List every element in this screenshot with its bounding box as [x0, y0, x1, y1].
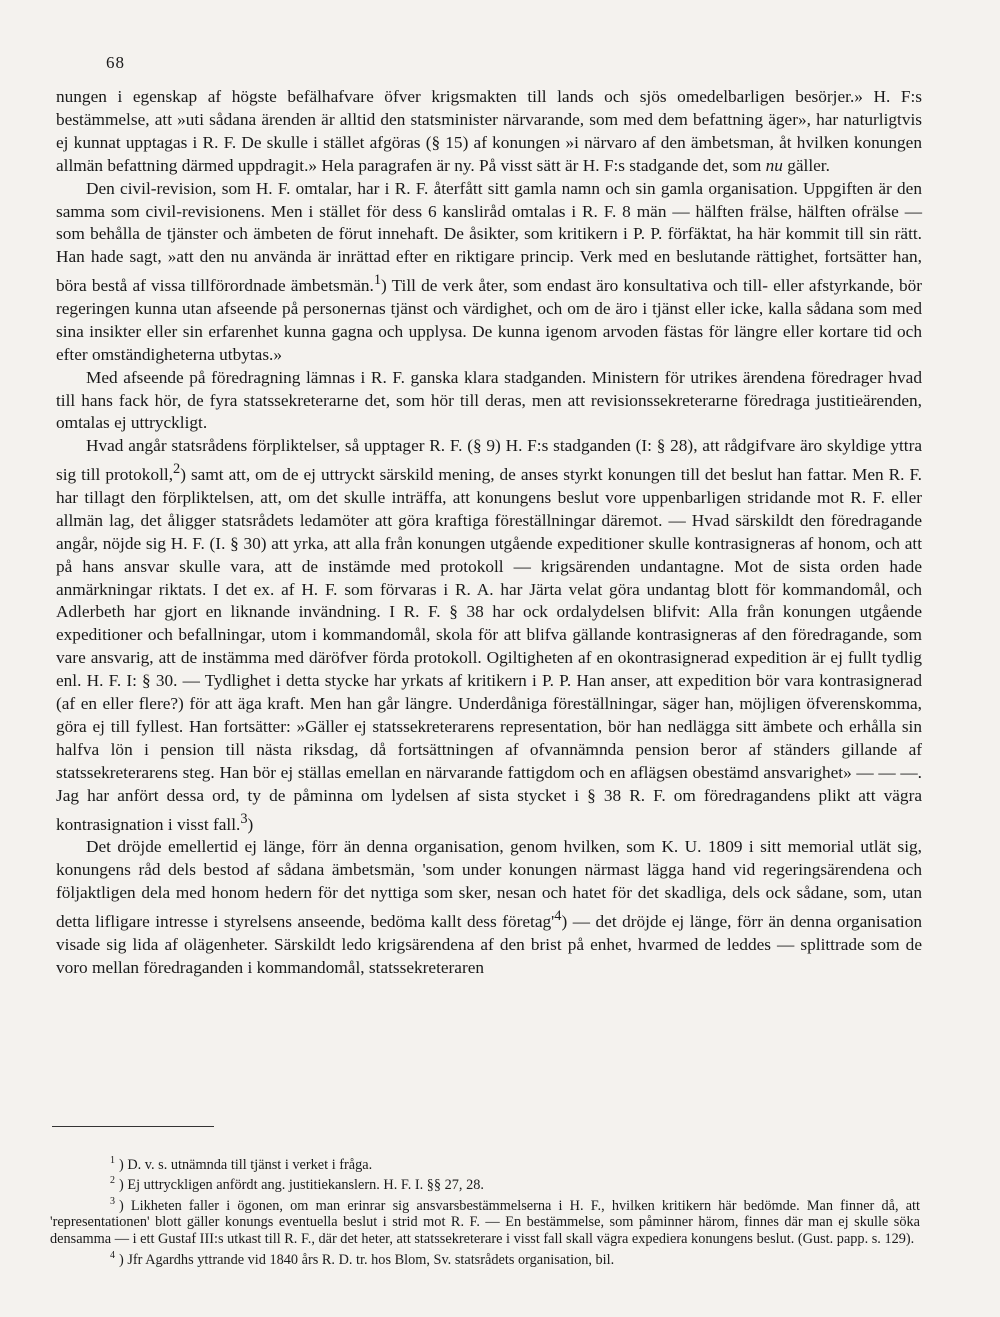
body-text — [56, 86, 922, 980]
footnote-text: ) D. v. s. utnämnda till tjänst i verket i fråga. — [119, 1156, 373, 1173]
footnote-ref: 4 — [554, 908, 562, 925]
footnote-mark: 3 — [110, 1195, 115, 1207]
footnote-ref: 3 — [240, 810, 248, 827]
footnote — [50, 1173, 920, 1193]
footnote-ref: 1 — [373, 272, 382, 289]
footnote-divider — [52, 1126, 214, 1127]
footnote-text: ) Jfr Agardhs yttrande vid 1840 års R. D. tr. hos Blom, Sv. statsrådets organisation, bil. — [119, 1251, 615, 1268]
paragraph-text: ) — [247, 814, 254, 834]
footnote-mark: 4 — [110, 1249, 115, 1261]
footnote — [50, 1153, 920, 1173]
paragraph-text: Hvad angår statsrådens förpliktelser, så upptager R. F. (§ 9) H. F:s stadganden (I: § 28), att rådgifvare äro skyldige yttra sig till protokoll, — [56, 436, 922, 485]
footnote — [50, 1248, 920, 1268]
paragraph — [56, 836, 922, 979]
paragraph-text: nungen i egenskap af högste befälhafvare öfver krigsmakten till lands och sjös omedelbarligen besörjer.» H. F:s bestämmelse, att »uti sådana ärenden är alltid den statsminister närvarande, som med dem befattning äger», har naturligtvis ej kunnat upptagas i R. F. De skulle i stället afgöras (§ 15) af konungen »i närvaro af den ämbetsman, åt hvilken konungen allmän befattning därmed uppdragit.» Hela paragrafen är ny. På visst sätt är H. F:s stadgande det, som — [56, 87, 922, 175]
footnote — [50, 1194, 920, 1248]
paragraph-text: Det dröjde emellertid ej länge, förr än denna organisation, genom hvilken, som K. U. 1809 i sitt memorial utlät sig, konungens råd dels bestod af sådana ämbetsmän, 'som under konungen närmast lägga hand vid regeringsärendena och följaktligen dela med honom hedern för det nyttiga som sker, nesan och hatet för det skadliga, dels ock sådane, som, utan detta lifligare intresse i styrelsens anseende, bedöma kallt dess företag' — [56, 837, 922, 931]
paragraph-text: ) — det dröjde ej länge, förr än denna organisation visade sig lida af olägenheter. Särskildt ledo krigsärendena af den brist på enhet, hvarmed de leddes — splittrade som de voro mellan föredraganden i kommandomål, statssekreteraren — [56, 911, 922, 977]
footnotes — [50, 1153, 920, 1268]
paragraph: Med afseende på föredragning lämnas i R. F. ganska klara stadganden. Ministern för utrikes ärendena föredrager hvad till hans fack hör, de fyra statssekreterarne det, som hör till deras, men att revisionssekreterarne föredraga justitieärenden, omtalas ej uttryckligt. — [56, 367, 922, 433]
italic-word: nu — [765, 155, 783, 175]
paragraph — [56, 86, 922, 178]
paragraph-text: Den civil-revision, som H. F. omtalar, har i R. F. återfått sitt gamla namn och sin gamla organisation. Uppgiften är den samma som civil-revisionens. Men i stället för dess 6 kansliråd omtalas i R. F. 8 män — hälften frälse, hälften ofrälse — som behålla de tjänster och ämbeten de förut innehaft. De åsikter, som kritikern i P. P. förfäktat, ha här kommit till sin rätt. Han hade sagt, »att den nu använda är inrättad efter en riktigare princip. Verk med en beslutande rättighet, fortsätter han, böra bestå af vissa tillförordnade ämbetsmän. — [56, 178, 922, 296]
paragraph-text: gäller. — [782, 155, 830, 175]
paragraph — [56, 178, 922, 367]
footnote-text: ) Ej uttryckligen anfördt ang. justitiekanslern. H. F. I. §§ 27, 28. — [119, 1177, 484, 1194]
paragraph — [56, 435, 922, 836]
footnote-ref: 2 — [173, 461, 181, 478]
footnote-text: ) Likheten faller i ögonen, om man erinrar sig ansvarsbestämmelserna i H. F., hvilken kritikern här bedömde. Man finner då, att 'representationen' blott gäller konungs eventuella beslut i strid mot R. F. — En bestämmelse, som påminner härom, finnes där man ej skulle söka densamma — i ett Gustaf III:s utkast till R. F., där det heter, att statssekreterare i visst fall skall vägra expediera konungens beslut. (Gust. papp. s. 129). — [50, 1197, 920, 1248]
page-number: 68 — [106, 53, 125, 72]
footnote-mark: 1 — [110, 1155, 115, 1166]
paragraph-text: ) Till de verk åter, som endast äro konsultativa och till- eller afstyrkande, bör regeringen kunna utan afseende på personernas tjänst och värdighet, och om de äro i tjänst eller icke, kalla sådana som med sina insikter eller sin erfarenhet kunna gagna och upplysa. De kunna igenom arvoden fästas för längre eller kortare tid och efter omständigheterna utbytas.» — [56, 276, 922, 364]
paragraph-text: ) samt att, om de ej uttryckt särskild mening, de anses styrkt konungen till det beslut han fattar. Men R. F. har tillagt den förpliktelsen, att, om det skulle inträffa, att konungens beslut vore uppenbarligen stridande mot R. F. eller allmän lag, det åligger statsrådets ledamöter att göra kraftiga föreställningar däremot. — Hvad särskildt den föredragande angår, nöjde sig H. F. (I. § 30) att yrka, att alla från konungen utgående expeditioner skulle kontrasigneras af honom, och att på hans ansvar skulle vara, att de instämde med protokoll — krigsärenden undantagne. Mot de sista orden hade anmärkningar riktats. I det ex. af H. F. som förvaras i R. A. har Järta velat göra undantag blott för kommandomål, och Adlerbeth har gjort en liknande invändning. I R. F. § 38 har ock ordalydelsen blifvit: Alla från konungen utgående expeditioner och befallningar, utom i kommandomål, skola för att blifva gällande kontrasigneras af den föredragande, som vare ansvarig, att de instämma med däröfver förda protokoll. Ogiltigheten af en okontrasignerad expedition är ej fullt tydlig enl. H. F. I: § 30. — Tydlighet i detta stycke har yrkats af kritikern i P. P. Han anser, att expedition bör vara kontrasignerad (af en eller flere?) för att äga kraft. Men han går längre. Underdåniga föreställningar, säger han, möjligen öfverenskomma, göra ej till fyllest. Han fortsätter: »Gäller ej statssekreterarens representation, bör han nedlägga sitt ämbete och erhålla sin halfva lön i pension till nästa riksdag, då fortsättningen af ofvannämnda pension beror af ständers gillande af statssekreterarens steg. Han bör ej ställas emellan en närvarande fattigdom och en aflägsen obestämd ansvarighet» — — —. Jag har anfört dessa ord, ty de påminna om lydelsen af sista stycket i § 38 R. F. om föredragandens plikt att vägra kontrasignation i visst fall. — [56, 465, 922, 834]
footnote-mark: 2 — [110, 1175, 115, 1187]
